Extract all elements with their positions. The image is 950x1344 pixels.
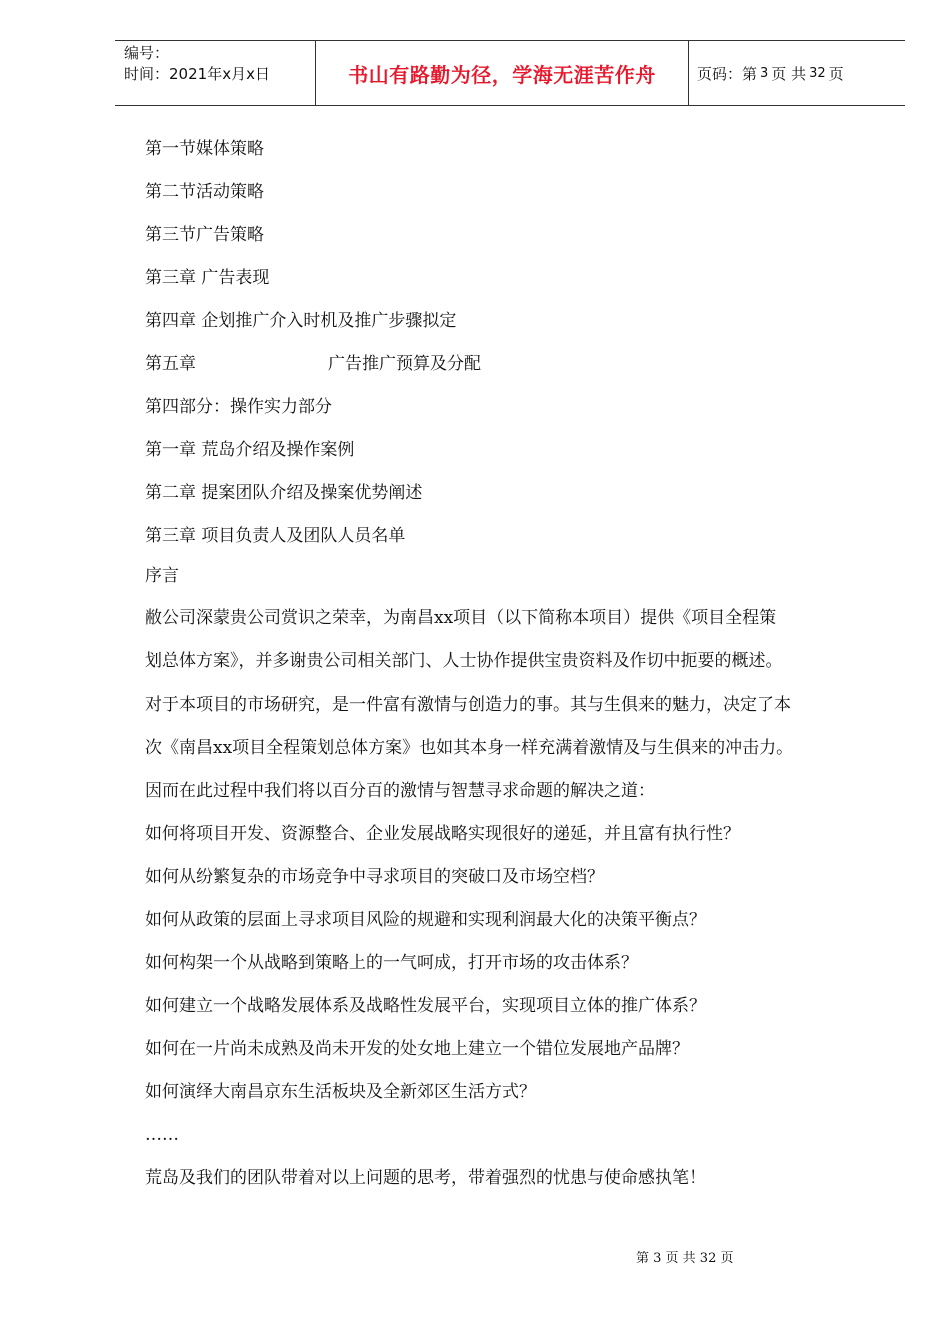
body-line: 如何建立一个战略发展体系及战略性发展平台，实现项目立体的推广体系？ xyxy=(145,996,706,1016)
body-line: 如何在一片尚未成熟及尚未开发的处女地上建立一个错位发展地产品牌？ xyxy=(145,1039,689,1059)
toc-line: 第三节广告策略 xyxy=(145,225,264,245)
toc-line: 第一节媒体策略 xyxy=(145,139,264,159)
page-mid: 页 共 xyxy=(771,64,807,83)
page-total: 32 xyxy=(809,65,826,81)
page-current: 3 xyxy=(760,65,769,81)
body-line: 划总体方案》，并多谢贵公司相关部门、人士协作提供宝贵资料及作切中扼要的概述。 xyxy=(145,651,783,671)
time-value: 2021年x月x日 xyxy=(169,65,270,83)
time-label: 时间： xyxy=(124,65,170,83)
header-meta xyxy=(115,41,316,105)
toc-line: 第三章 广告表现 xyxy=(145,268,270,288)
body-line: 敝公司深蒙贵公司赏识之荣幸，为南昌xx项目（以下简称本项目）提供《项目全程策 xyxy=(145,608,777,628)
page-header xyxy=(115,40,905,106)
toc-line: 第二节活动策略 xyxy=(145,182,264,202)
page-footer: 第 3 页 共 32 页 xyxy=(636,1251,734,1266)
section-title: 序言 xyxy=(145,566,179,586)
body-line: 次《南昌xx项目全程策划总体方案》也如其本身一样充满着激情及与生俱来的冲击力。 xyxy=(145,738,794,758)
toc-line: 第一章 荒岛介绍及操作案例 xyxy=(145,440,355,460)
body-line: 如何从纷繁复杂的市场竞争中寻求项目的突破口及市场空档？ xyxy=(145,867,604,887)
body-line: 因而在此过程中我们将以百分百的激情与智慧寻求命题的解决之道： xyxy=(145,781,655,801)
body-line: 如何演绎大南昌京东生活板块及全新郊区生活方式？ xyxy=(145,1082,536,1102)
toc-line: 第二章 提案团队介绍及操案优势阐述 xyxy=(145,483,423,503)
body-line: 如何构架一个从战略到策略上的一气呵成，打开市场的攻击体系？ xyxy=(145,953,638,973)
header-page-number xyxy=(689,41,905,105)
toc-line: 第三章 项目负责人及团队人员名单 xyxy=(145,526,406,546)
toc-line: 第四部分：操作实力部分 xyxy=(145,397,332,417)
number-label: 编号： xyxy=(124,44,170,62)
body-line: 对于本项目的市场研究，是一件富有激情与创造力的事。其与生俱来的魅力，决定了本 xyxy=(145,695,791,715)
body-line: 荒岛及我们的团队带着对以上问题的思考，带着强烈的忧患与使命感执笔！ xyxy=(145,1168,706,1188)
toc-chapter: 第五章 xyxy=(145,354,196,374)
toc-chapter-title: 广告推广预算及分配 xyxy=(328,354,481,374)
page-suffix: 页 xyxy=(828,64,844,83)
body-line: 如何从政策的层面上寻求项目风险的规避和实现利润最大化的决策平衡点？ xyxy=(145,910,706,930)
body-line: 如何将项目开发、资源整合、企业发展战略实现很好的递延，并且富有执行性？ xyxy=(145,824,740,844)
toc-line: 第四章 企划推广介入时机及推广步骤拟定 xyxy=(145,311,457,331)
page-label: 页码：第 xyxy=(697,64,758,83)
toc-line-wide xyxy=(145,353,481,375)
ellipsis-line: …… xyxy=(145,1125,179,1145)
header-motto: 书山有路勤为径，学海无涯苦作舟 xyxy=(316,41,689,105)
time-line xyxy=(124,64,315,85)
